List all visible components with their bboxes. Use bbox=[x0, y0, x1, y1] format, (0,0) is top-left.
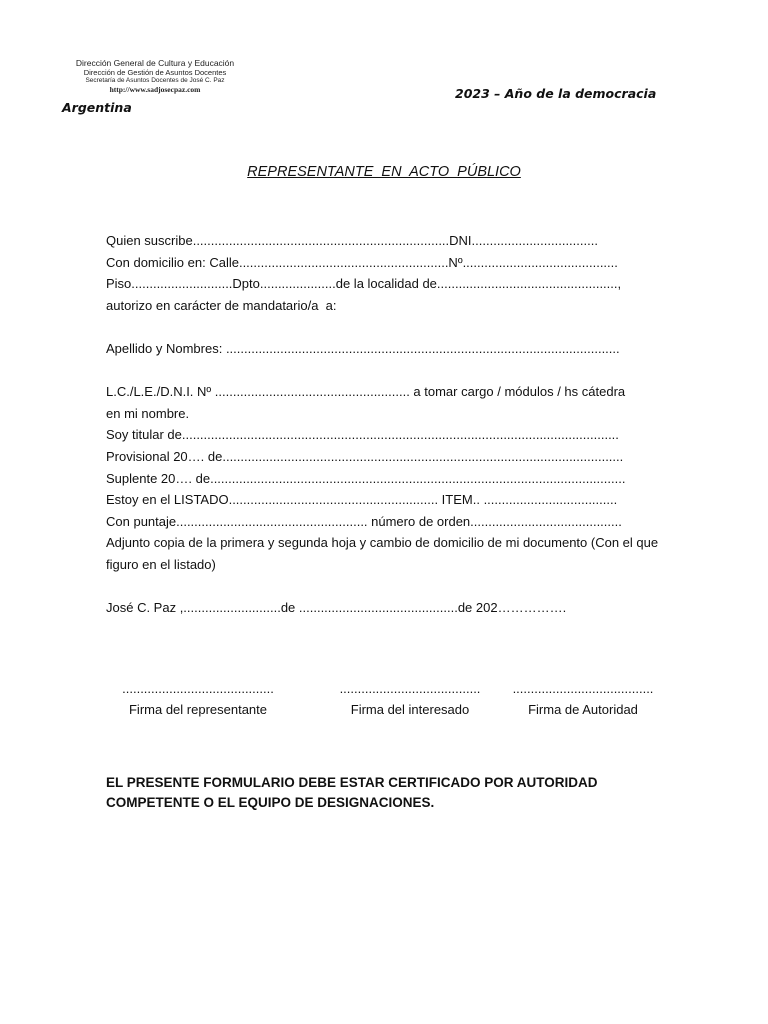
signature-line: ....................................... bbox=[339, 681, 481, 696]
document-title: REPRESENTANTE EN ACTO PÚBLICO bbox=[247, 164, 521, 180]
signature-label: Firma de Autoridad bbox=[528, 702, 638, 717]
org-url: http://www.sadjosecpaz.com bbox=[109, 85, 201, 94]
signature-authority bbox=[504, 680, 662, 720]
form-body bbox=[106, 230, 666, 619]
form-line-titular: Soy titular de......................................................................................................................... bbox=[106, 427, 619, 443]
year-motto: 2023 – Año de la democracia bbox=[455, 86, 657, 101]
country-label: Argentina bbox=[62, 100, 132, 115]
certification-notice: EL PRESENTE FORMULARIO DEBE ESTAR CERTIFICADO POR AUTORIDAD COMPETENTE O EL EQUIPO DE DESIGNACIONES. bbox=[106, 775, 598, 810]
form-line-attachment: Adjunto copia de la primera y segunda hoja y cambio de domicilio de mi documento (Con el que figuro en el listado) bbox=[106, 535, 659, 572]
signature-line: .......................................... bbox=[122, 681, 274, 696]
form-line-authorize: autorizo en carácter de mandatario/a a: bbox=[106, 297, 337, 313]
form-line-listado: Estoy en el LISTADO.......................................................... ITEM.. ..................................... bbox=[106, 492, 618, 508]
form-line-provisional: Provisional 20…. de............................................................................................................... bbox=[106, 448, 624, 464]
org-line-2: Dirección de Gestión de Asuntos Docentes bbox=[83, 68, 227, 77]
form-line-floor: Piso............................Dpto.....................de la localidad de.................................................., bbox=[106, 276, 622, 292]
signature-interested bbox=[312, 680, 508, 720]
signature-representative bbox=[106, 680, 290, 720]
organization-header bbox=[60, 58, 250, 95]
form-line-id: L.C./L.E./D.N.I. Nº ...................................................... a tomar cargo / módulos / hs cátedra bbox=[106, 384, 626, 400]
spacer bbox=[106, 360, 666, 382]
spacer bbox=[106, 576, 666, 598]
form-line-puntaje: Con puntaje..................................................... número de orden.......................................... bbox=[106, 513, 622, 529]
spacer bbox=[106, 316, 666, 338]
form-line-place-date: José C. Paz ,...........................de ............................................de 202……………. bbox=[106, 600, 567, 616]
form-line-name: Apellido y Nombres: ............................................................................................................. bbox=[106, 340, 620, 356]
form-line-signer: Quien suscribe.......................................................................DNI................................... bbox=[106, 233, 598, 248]
org-line-3: Secretaría de Asuntos Docentes de José C. Paz bbox=[85, 77, 225, 84]
form-line-suplente: Suplente 20…. de................................................................................................................... bbox=[106, 470, 626, 486]
signature-line: ....................................... bbox=[512, 681, 654, 696]
signature-label: Firma del interesado bbox=[350, 702, 470, 717]
org-line-1: Dirección General de Cultura y Educación bbox=[75, 58, 235, 68]
form-line-address: Con domicilio en: Calle..........................................................Nº........................................... bbox=[106, 254, 618, 270]
signature-label: Firma del representante bbox=[128, 702, 267, 717]
form-line-id-cont: en mi nombre. bbox=[106, 405, 190, 421]
